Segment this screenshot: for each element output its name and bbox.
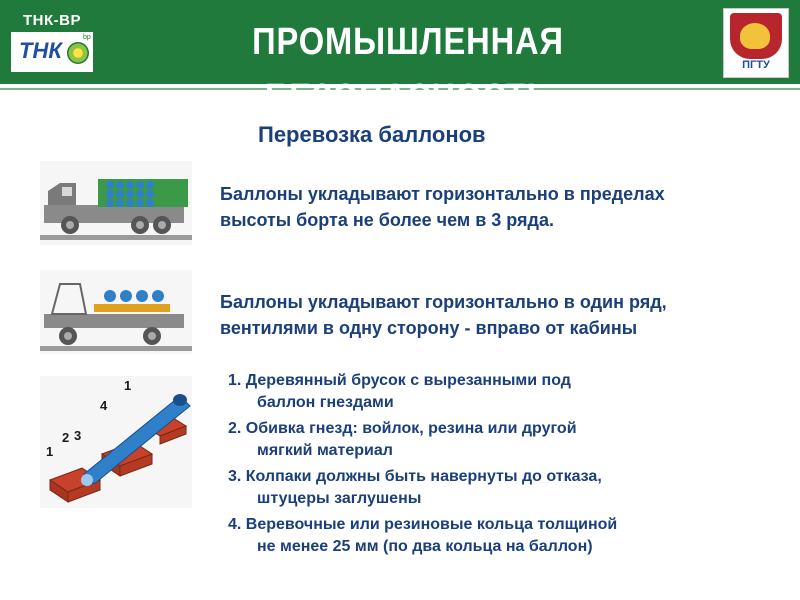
list-item-line: 3. Колпаки должны быть навернуты до отказа, bbox=[228, 468, 602, 485]
list-item-line: не менее 25 мм (по два кольца на баллон) bbox=[257, 538, 593, 555]
diagram-number: 1 bbox=[124, 378, 132, 393]
diagram-number: 4 bbox=[100, 398, 108, 413]
bp-helios-icon bbox=[67, 42, 89, 64]
list-item-line: 4. Веревочные или резиновые кольца толщиной bbox=[228, 516, 618, 533]
paragraph-line: Баллоны укладывают горизонтально в пределах bbox=[220, 184, 665, 204]
truck-three-rows-icon bbox=[40, 161, 192, 245]
paragraph-one-row bbox=[220, 289, 790, 341]
pgtu-logo bbox=[723, 8, 789, 78]
requirements-list bbox=[228, 370, 768, 562]
diagram-number: 1 bbox=[46, 444, 54, 459]
diagram-number: 3 bbox=[74, 428, 82, 443]
bp-label: bp bbox=[83, 34, 91, 41]
section-subtitle: Перевозка баллонов bbox=[258, 122, 486, 147]
list-item-line: мягкий материал bbox=[257, 442, 393, 459]
list-item bbox=[228, 370, 768, 414]
page-title: ПРОМЫШЛЕННАЯ БЕЗОПАСНОСТЬ bbox=[252, 21, 564, 119]
cylinder-cradle-diagram bbox=[40, 376, 192, 508]
list-item-line: баллон гнездами bbox=[257, 394, 394, 411]
list-item bbox=[228, 418, 768, 462]
paragraph-line: вентилями в одну сторону - вправо от кабины bbox=[220, 318, 638, 338]
tnk-bp-logo-text: ТНК-ВР bbox=[11, 10, 93, 32]
tnk-mark: ТНК bbox=[19, 38, 62, 63]
bear-icon bbox=[740, 23, 770, 49]
list-item-line: штуцеры заглушены bbox=[257, 490, 422, 507]
diagram-number: 2 bbox=[62, 430, 70, 445]
list-item-line: 2. Обивка гнезд: войлок, резина или другой bbox=[228, 420, 577, 437]
paragraph-line: Баллоны укладывают горизонтально в один ряд, bbox=[220, 292, 667, 312]
list-item-line: 1. Деревянный брусок с вырезанными под bbox=[228, 372, 571, 389]
pgtu-logo-text: ПГТУ bbox=[742, 59, 770, 71]
list-item bbox=[228, 514, 768, 558]
paragraph-line: высоты борта не более чем в 3 ряда. bbox=[220, 210, 554, 230]
paragraph-three-rows bbox=[220, 181, 790, 233]
tnk-bp-logo bbox=[9, 8, 95, 74]
truck-one-row-icon bbox=[40, 270, 192, 354]
list-item bbox=[228, 466, 768, 510]
